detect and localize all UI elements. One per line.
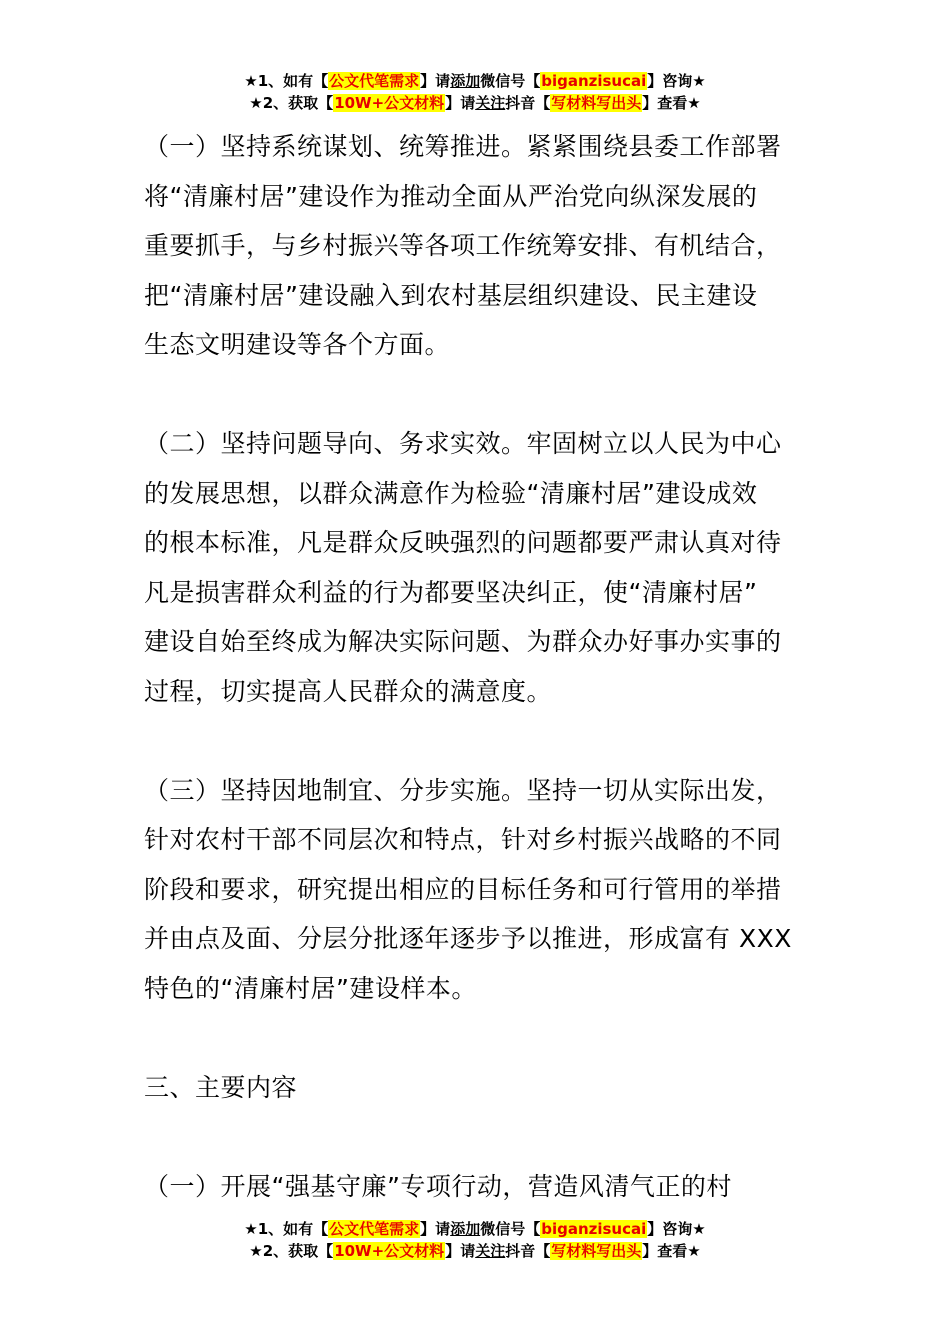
paragraph-3 [144,766,814,1014]
promo-text: ★1、如有【 [244,72,329,90]
promo-wechat-id: biganzisucai [541,72,647,90]
promo-text: 微信号【 [480,1220,541,1238]
document-body [144,122,814,1211]
promo-line-1 [0,70,950,92]
promo-text: 】咨询★ [647,1220,706,1238]
promo-highlight: 10W+公文材料 [334,94,445,112]
promo-line-2 [0,92,950,114]
paragraph-spacer [144,1112,814,1162]
section-heading: 三、主要内容 [144,1072,298,1102]
paragraph-spacer [144,370,814,420]
text-line: 阶段和要求，研究提出相应的目标任务和可行管用的举措 [144,874,782,904]
promo-text: 】查看★ [642,1242,701,1260]
top-promo-banner [0,70,950,114]
paragraph-2 [144,419,814,716]
text-line: 过程，切实提高人民群众的满意度。 [144,676,553,706]
promo-underlined: 关注 [475,1242,506,1260]
text-line: 将“清廉村居”建设作为推动全面从严治党向纵深发展的 [144,181,758,211]
text-line: 生态文明建设等各个方面。 [144,330,451,359]
text-line: （一）坚持系统谋划、统筹推进。紧紧围绕县委工作部署 [144,132,782,161]
text-line: 特色的“清廉村居”建设样本。 [144,973,477,1003]
bottom-promo-banner [0,1218,950,1262]
promo-text: ★2、获取【 [249,1242,334,1260]
text-line: 重要抓手，与乡村振兴等各项工作统筹安排、有机结合， [144,231,782,260]
promo-underlined: 关注 [475,94,506,112]
paragraph-spacer [144,1013,814,1063]
text-line: 的发展思想，以群众满意作为检验“清廉村居”建设成效 [144,478,758,508]
promo-text: 微信号【 [480,72,541,90]
text-line: （一）开展“强基守廉”专项行动，营造风清气正的村 [144,1171,732,1201]
promo-highlight: 10W+公文材料 [334,1242,445,1260]
promo-underlined: 添加 [450,72,481,90]
promo-underlined: 添加 [450,1220,481,1238]
promo-text: 抖音【 [505,1242,551,1260]
promo-douyin-id: 写材料写出头 [551,1242,642,1260]
paragraph-spacer [144,716,814,766]
promo-text: 】查看★ [642,94,701,112]
text-line: 的根本标准，凡是群众反映强烈的问题都要严肃认真对待 [144,528,782,557]
promo-text: ★2、获取【 [249,94,334,112]
text-line: （三）坚持因地制宜、分步实施。坚持一切从实际出发， [144,775,782,805]
text-line: 建设自始至终成为解决实际问题、为群众办好事办实事的 [144,627,782,656]
promo-text: 】咨询★ [647,72,706,90]
promo-wechat-id: biganzisucai [541,1220,647,1238]
promo-text: ★1、如有【 [244,1220,329,1238]
paragraph-1 [144,122,814,370]
promo-line-1 [0,1218,950,1240]
promo-text: 】请 [445,94,476,112]
text-line: 针对农村干部不同层次和特点，针对乡村振兴战略的不同 [144,825,782,854]
promo-highlight: 公文代笔需求 [329,1220,420,1238]
promo-text: 抖音【 [505,94,551,112]
text-line: 并由点及面、分层分批逐年逐步予以推进，形成富有 XXX [144,924,792,953]
promo-line-2 [0,1240,950,1262]
promo-text: 】请 [420,1220,451,1238]
text-line: 把“清廉村居”建设融入到农村基层组织建设、民主建设 [144,280,758,310]
promo-text: 】请 [445,1242,476,1260]
promo-douyin-id: 写材料写出头 [551,94,642,112]
promo-text: 】请 [420,72,451,90]
text-line: （二）坚持问题导向、务求实效。牢固树立以人民为中心 [144,429,782,458]
promo-highlight: 公文代笔需求 [329,72,420,90]
paragraph-4 [144,1162,814,1212]
text-line: 凡是损害群众利益的行为都要坚决纠正，使“清廉村居” [144,577,758,607]
